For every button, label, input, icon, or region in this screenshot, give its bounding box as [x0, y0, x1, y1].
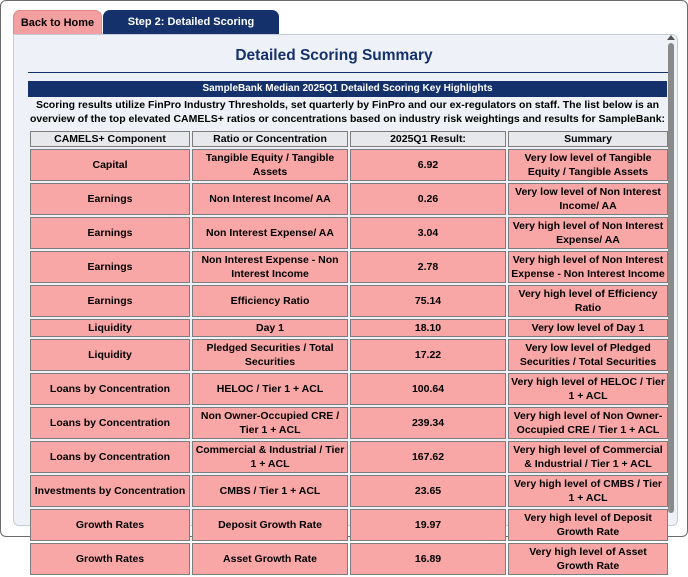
cell-summary: Very high level of Non Interest Expense/ AA — [508, 217, 668, 249]
header-result: 2025Q1 Result: — [350, 131, 506, 147]
cell-result: 100.64 — [350, 373, 506, 405]
cell-ratio: Commercial & Industrial / Tier 1 + ACL — [192, 441, 348, 473]
scoring-table-body — [30, 149, 668, 575]
cell-ratio: Non Interest Expense/ AA — [192, 217, 348, 249]
cell-component: Loans by Concentration — [30, 441, 190, 473]
cell-component: Earnings — [30, 251, 190, 283]
cell-ratio: CMBS / Tier 1 + ACL — [192, 475, 348, 507]
cell-summary: Very low level of Pledged Securities / Total Securities — [508, 339, 668, 371]
cell-component: Capital — [30, 149, 190, 181]
cell-result: 16.89 — [350, 543, 506, 575]
cell-result: 2.78 — [350, 251, 506, 283]
cell-result: 0.26 — [350, 183, 506, 215]
cell-result: 6.92 — [350, 149, 506, 181]
cell-summary: Very high level of Commercial & Industrial / Tier 1 + ACL — [508, 441, 668, 473]
cell-ratio: Day 1 — [192, 319, 348, 337]
cell-result: 19.97 — [350, 509, 506, 541]
cell-component: Earnings — [30, 285, 190, 317]
table-row — [30, 149, 668, 181]
header-component: CAMELS+ Component — [30, 131, 190, 147]
highlights-banner: SampleBank Median 2025Q1 Detailed Scoring Key Highlights — [28, 81, 667, 97]
table-row — [30, 543, 668, 575]
cell-component: Earnings — [30, 183, 190, 215]
table-row — [30, 339, 668, 371]
scrollbar-thumb[interactable] — [668, 43, 674, 513]
back-to-home-tab[interactable]: Back to Home — [13, 10, 102, 35]
table-row — [30, 373, 668, 405]
title-divider — [28, 72, 668, 73]
cell-component: Liquidity — [30, 319, 190, 337]
cell-ratio: HELOC / Tier 1 + ACL — [192, 373, 348, 405]
cell-summary: Very high level of Deposit Growth Rate — [508, 509, 668, 541]
cell-summary: Very high level of Efficiency Ratio — [508, 285, 668, 317]
cell-summary: Very high level of Non Owner-Occupied CRE / Tier 1 + ACL — [508, 407, 668, 439]
scoring-panel — [13, 34, 678, 572]
table-row — [30, 217, 668, 249]
header-ratio: Ratio or Concentration — [192, 131, 348, 147]
tab-detailed-scoring-summary[interactable]: Step 2: Detailed Scoring — [103, 10, 279, 34]
cell-summary: Very high level of Non Interest Expense - Non Interest Income — [508, 251, 668, 283]
table-row — [30, 183, 668, 215]
vertical-scrollbar[interactable] — [667, 39, 675, 519]
cell-summary: Very high level of Asset Growth Rate — [508, 543, 668, 575]
cell-result: 23.65 — [350, 475, 506, 507]
cell-result: 167.62 — [350, 441, 506, 473]
table-row — [30, 251, 668, 283]
table-row — [30, 319, 668, 337]
scoring-table — [28, 129, 670, 577]
cell-result: 75.14 — [350, 285, 506, 317]
page-title: Detailed Scoring Summary — [235, 47, 433, 64]
cell-component: Loans by Concentration — [30, 407, 190, 439]
cell-component: Growth Rates — [30, 509, 190, 541]
table-row — [30, 285, 668, 317]
cell-ratio: Pledged Securities / Total Securities — [192, 339, 348, 371]
cell-component: Earnings — [30, 217, 190, 249]
table-row — [30, 475, 668, 507]
cell-summary: Very high level of CMBS / Tier 1 + ACL — [508, 475, 668, 507]
cell-ratio: Efficiency Ratio — [192, 285, 348, 317]
cell-result: 17.22 — [350, 339, 506, 371]
cell-component: Loans by Concentration — [30, 373, 190, 405]
table-row — [30, 407, 668, 439]
cell-component: Growth Rates — [30, 543, 190, 575]
cell-result: 239.34 — [350, 407, 506, 439]
cell-ratio: Deposit Growth Rate — [192, 509, 348, 541]
cell-component: Investments by Concentration — [30, 475, 190, 507]
header-summary: Summary — [508, 131, 668, 147]
scroll-up-arrow-icon[interactable] — [667, 35, 675, 40]
scoring-description: Scoring results utilize FinPro Industry Thresholds, set quarterly by FinPro and our ex-regulators on staff. The list below is an overview of the top elevated CAMELS+ ratios or concentrations based on industry risk weightings and results for SampleBank: — [29, 99, 666, 125]
cell-summary: Very low level of Tangible Equity / Tangible Assets — [508, 149, 668, 181]
cell-ratio: Non Interest Income/ AA — [192, 183, 348, 215]
table-row — [30, 509, 668, 541]
cell-ratio: Tangible Equity / Tangible Assets — [192, 149, 348, 181]
table-header-row — [30, 131, 668, 147]
cell-ratio: Non Interest Expense - Non Interest Income — [192, 251, 348, 283]
cell-component: Liquidity — [30, 339, 190, 371]
table-row — [30, 441, 668, 473]
cell-result: 3.04 — [350, 217, 506, 249]
cell-summary: Very low level of Non Interest Income/ AA — [508, 183, 668, 215]
cell-summary: Very low level of Day 1 — [508, 319, 668, 337]
cell-result: 18.10 — [350, 319, 506, 337]
cell-ratio: Non Owner-Occupied CRE / Tier 1 + ACL — [192, 407, 348, 439]
cell-summary: Very high level of HELOC / Tier 1 + ACL — [508, 373, 668, 405]
cell-ratio: Asset Growth Rate — [192, 543, 348, 575]
